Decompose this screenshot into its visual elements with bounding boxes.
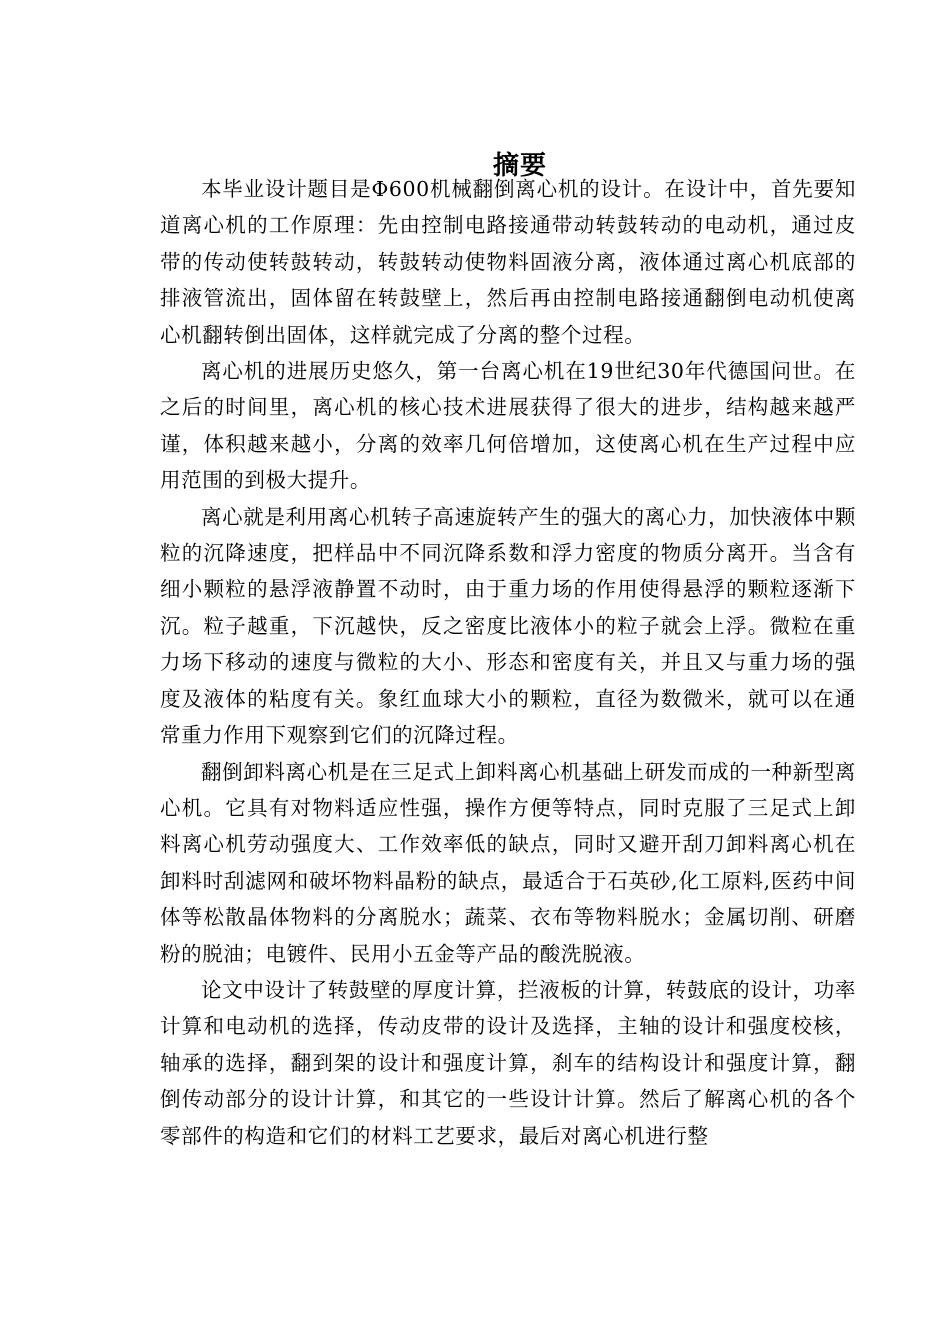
abstract-body bbox=[160, 171, 856, 1154]
paragraph-2: 离心机的进展历史悠久，第一台离心机在19世纪30年代德国问世。在之后的时间里，离心机的核心技术进展获得了很大的进步，结构越来越严谨，体积越来越小，分离的效率几何倍增加，这使离心机在生产过程中应用范围的到极大提升。 bbox=[160, 359, 856, 493]
page-title: 摘要 bbox=[492, 151, 547, 182]
paragraph-1: 本毕业设计题目是Φ600机械翻倒离心机的设计。在设计中，首先要知道离心机的工作原理：先由控制电路接通带动转鼓转动的电动机，通过皮带的传动使转鼓转动，转鼓转动使物料固液分离，液体通过离心机底部的排液管流出，固体留在转鼓壁上，然后再由控制电路接通翻倒电动机使离心机翻转倒出固体，这样就完成了分离的整个过程。 bbox=[160, 177, 856, 347]
paragraph-3: 离心就是利用离心机转子高速旋转产生的强大的离心力，加快液体中颗粒的沉降速度，把样品中不同沉降系数和浮力密度的物质分离开。当含有细小颗粒的悬浮液静置不动时，由于重力场的作用使得悬浮的颗粒逐渐下沉。粒子越重，下沉越快，反之密度比液体小的粒子就会上浮。微粒在重力场下移动的速度与微粒的大小、形态和密度有关，并且又与重力场的强度及液体的粘度有关。象红血球大小的颗粒，直径为数微米，就可以在通常重力作用下观察到它们的沉降过程。 bbox=[160, 504, 856, 748]
paragraph-5: 论文中设计了转鼓壁的厚度计算，拦液板的计算，转鼓底的设计，功率计算和电动机的选择，传动皮带的设计及选择，主轴的设计和强度校核，轴承的选择，翻到架的设计和强度计算，刹车的结构设计和强度计算，翻倒传动部分的设计计算，和其它的一些设计计算。然后了解离心机的各个零部件的构造和它们的材料工艺要求，最后对离心机进行整 bbox=[160, 977, 856, 1148]
paragraph-4: 翻倒卸料离心机是在三足式上卸料离心机基础上研发而成的一种新型离心机。它具有对物料适应性强，操作方便等特点，同时克服了三足式上卸料离心机劳动强度大、工作效率低的缺点，同时又避开刮刀卸料离心机在卸料时刮滤网和破坏物料晶粉的缺点，最适合于石英砂,化工原料,医药中间体等松散晶体物料的分离脱水；蔬菜、衣布等物料脱水；金属切削、研磨粉的脱油；电镀件、民用小五金等产品的酸洗脱液。 bbox=[160, 759, 856, 966]
